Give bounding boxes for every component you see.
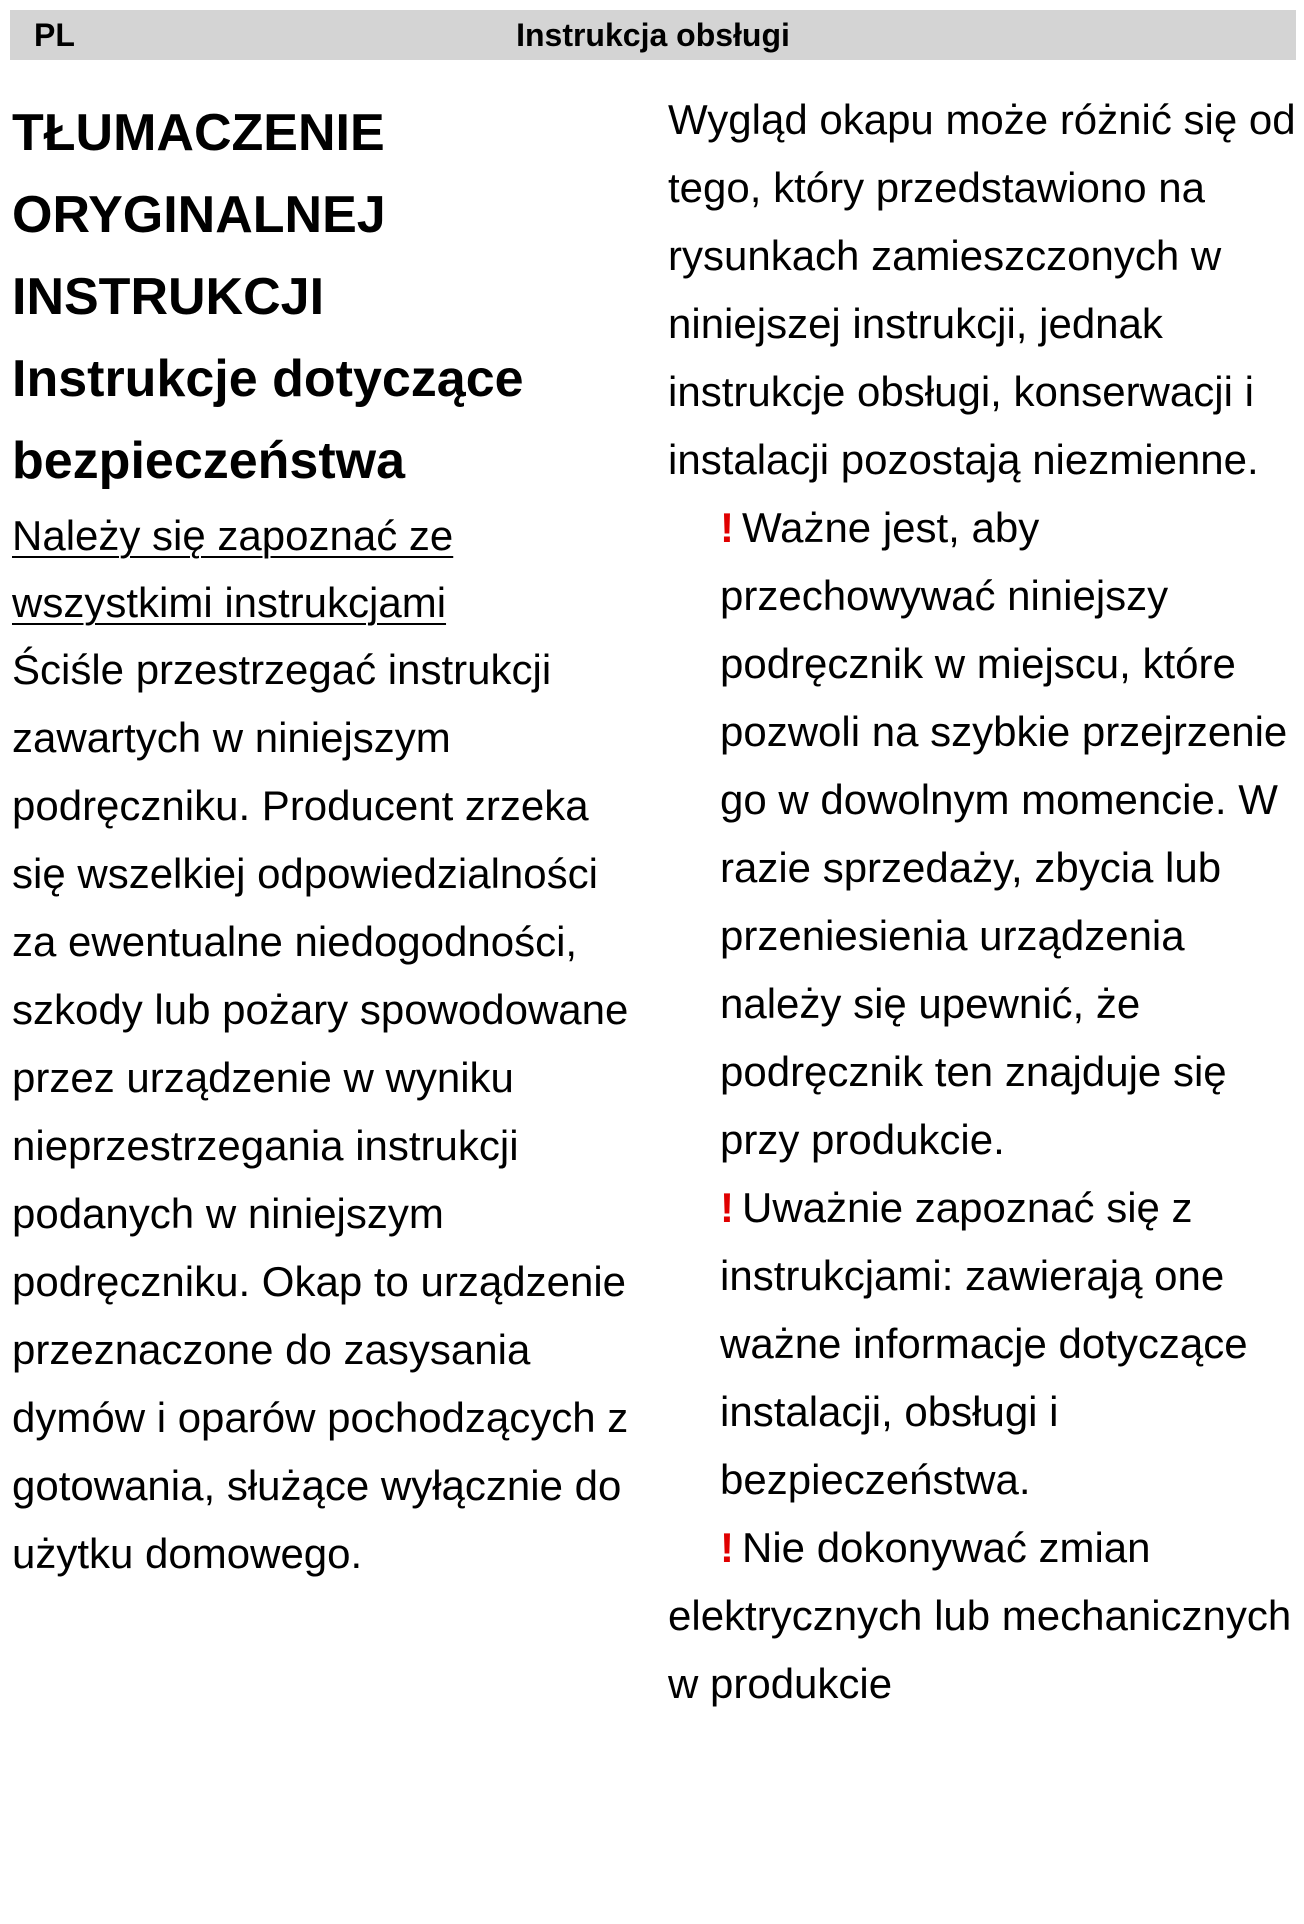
warning-note-text: Uważnie zapoznać się z instrukcjami: zawierają one ważne informacje dotyczące instalacji, obsługi i bezpieczeństwa. bbox=[720, 1184, 1248, 1503]
section-title: Instrukcje dotyczące bezpieczeństwa bbox=[12, 350, 524, 490]
warning-note-text: Ważne jest, aby przechowywać niniejszy podręcznik w miejscu, które pozwoli na szybkie przejrzenie go w dowolnym momencie. W razie sprzedaży, zbycia lub przeniesienia urządzenia należy się upewnić, że podręcznik ten znajduje się przy produkcie. bbox=[720, 504, 1288, 1163]
language-code: PL bbox=[34, 17, 75, 53]
warning-icon: ! bbox=[720, 1524, 734, 1571]
left-column bbox=[12, 92, 642, 1588]
warning-note-text: Nie dokonywać zmian elektrycznych lub mechanicznych w produkcie bbox=[668, 1524, 1292, 1707]
right-column bbox=[668, 86, 1298, 1718]
warning-icon: ! bbox=[720, 504, 734, 551]
warning-note bbox=[668, 494, 1298, 1174]
safety-paragraph: Ściśle przestrzegać instrukcji zawartych w niniejszym podręczniku. Producent zrzeka się wszelkiej odpowiedzialności za ewentualne niedogodności, szkody lub pożary spowodowane przez urządzenie w wyniku nieprzestrzegania instrukcji podanych w niniejszym podręczniku. Okap to urządzenie przeznaczone do zasysania dymów i oparów pochodzących z gotowania, służące wyłącznie do użytku domowego. bbox=[12, 646, 629, 1577]
header-title: Instrukcja obsługi bbox=[516, 17, 790, 53]
warning-note bbox=[668, 1174, 1298, 1514]
warning-icon: ! bbox=[720, 1184, 734, 1231]
document-title: TŁUMACZENIE ORYGINALNEJ INSTRUKCJI bbox=[12, 104, 386, 326]
page-header bbox=[10, 10, 1296, 60]
warning-note bbox=[668, 1514, 1298, 1718]
read-all-instructions-heading: Należy się zapoznać ze wszystkimi instrukcjami bbox=[12, 512, 454, 626]
appearance-note: Wygląd okapu może różnić się od tego, który przedstawiono na rysunkach zamieszczonych w niniejszej instrukcji, jednak instrukcje obsługi, konserwacji i instalacji pozostają niezmienne. bbox=[668, 96, 1296, 483]
